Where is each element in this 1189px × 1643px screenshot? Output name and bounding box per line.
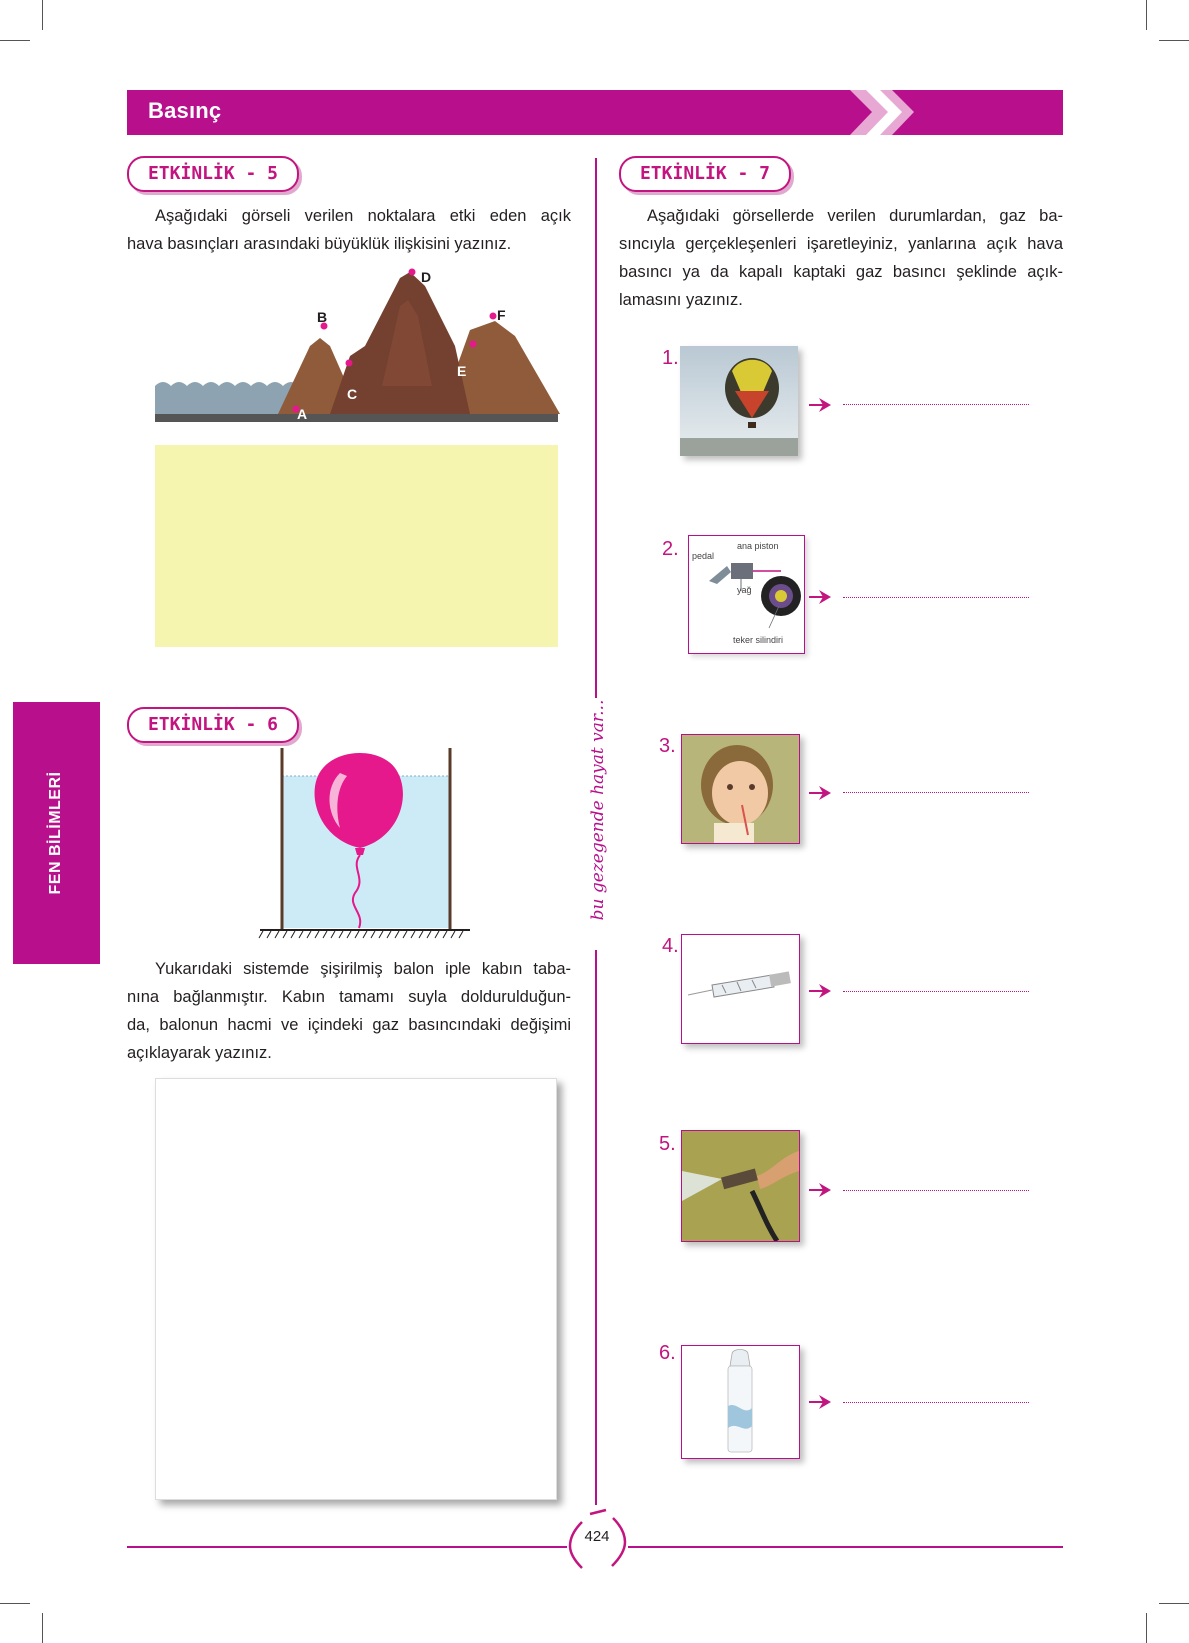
column-divider [595,158,597,698]
diagram-label: teker silindiri [733,635,784,645]
point-label: B [317,309,328,325]
arrow-right-icon [809,397,831,413]
syringe-image [681,934,800,1044]
page-title: Basınç [148,98,222,123]
item-number: 1. [662,347,679,369]
brake-diagram-image [688,535,805,654]
text-line: sıncıyla gerçekleşenleri işaretleyiniz, yanlarına açık hava [619,235,1063,253]
syringe-icon [682,935,799,1043]
point-f-marker [490,313,497,320]
diagram-label: ana piston [737,541,779,551]
text-line: basıncı ya da kapalı kaptaki gaz basıncı şeklinde açık- [619,263,1063,281]
text-line: hava basınçları arasındaki büyüklük ilişkisini yazınız. [127,235,512,253]
point-label: C [347,386,358,402]
text-line: da, balonun hacmi ve içindeki gaz basıncındaki değişimi [127,1016,571,1034]
point-label: A [297,406,308,422]
point-label: E [457,363,467,379]
crop-mark [1146,1613,1147,1643]
text-line: Aşağıdaki görsellerde verilen durumlardan, gaz ba- [647,207,1063,225]
point-d-marker [409,269,416,276]
section-header-bar [127,90,1063,135]
point-e-marker [470,341,477,348]
item-number: 2. [662,538,679,560]
crop-mark [1159,1603,1189,1604]
spray-can-image [681,1345,800,1459]
answer-line[interactable] [843,1402,1029,1403]
activity-6-label: ETKİNLİK - 6 [127,707,299,743]
point-label: D [421,269,432,285]
diagram-label: pedal [692,551,715,561]
column-divider [595,950,597,1505]
mountain-illustration [150,266,560,441]
point-c-marker [346,360,353,367]
answer-line[interactable] [843,1190,1029,1191]
crop-mark [0,1603,30,1604]
crop-mark [0,40,30,41]
item-number: 5. [659,1133,676,1155]
subject-sidebar-label: FEN BİLİMLERİ [47,771,64,895]
crop-mark [1146,0,1147,30]
text-line: Yukarıdaki sistemde şişirilmiş balon iple kabın taba- [155,960,571,978]
point-label: F [497,307,506,323]
activity-6-answer-box[interactable] [155,1078,557,1500]
activity-5-label: ETKİNLİK - 5 [127,156,299,192]
answer-line[interactable] [843,597,1029,598]
crop-mark [42,1613,43,1643]
child-drinking-image [681,734,800,844]
footer-rule [628,1546,1063,1548]
vertical-slogan: bu gezegende hayat var... [588,699,608,921]
brake-system-icon [689,536,804,653]
item-number: 4. [662,935,679,957]
hot-air-balloon-image [680,346,798,456]
water-hose-image [681,1130,800,1242]
activity-7-text [619,202,1063,314]
item-number: 3. [659,735,676,757]
balloon-in-water-illustration [255,748,475,943]
chevron-decoration-icon [850,86,920,139]
activity-5-text [127,202,571,258]
diagram-label: yağ [737,585,752,595]
answer-line[interactable] [843,792,1029,793]
arrow-right-icon [809,1394,831,1410]
text-line: lamasını yazınız. [619,291,743,309]
answer-line[interactable] [843,991,1029,992]
activity-5-answer-box[interactable] [155,445,558,647]
crop-mark [1159,40,1189,41]
spray-can-icon [682,1346,799,1458]
text-line: açıklayarak yazınız. [127,1044,272,1062]
page-number: 424 [584,1528,610,1545]
arrow-right-icon [809,589,831,605]
arrow-right-icon [809,785,831,801]
child-with-straw-icon [682,735,799,843]
item-number: 6. [659,1342,676,1364]
hot-air-balloon-icon [680,346,798,456]
arrow-right-icon [809,1182,831,1198]
answer-line[interactable] [843,404,1029,405]
activity-6-text [127,955,571,1067]
text-line: nına bağlanmıştır. Kabın tamamı suyla doldurulduğun- [127,988,571,1006]
arrow-right-icon [809,983,831,999]
hose-spray-icon [682,1131,799,1241]
footer-rule [127,1546,567,1548]
text-line: Aşağıdaki görseli verilen noktalara etki eden açık [155,207,571,225]
activity-7-label: ETKİNLİK - 7 [619,156,791,192]
crop-mark [42,0,43,30]
